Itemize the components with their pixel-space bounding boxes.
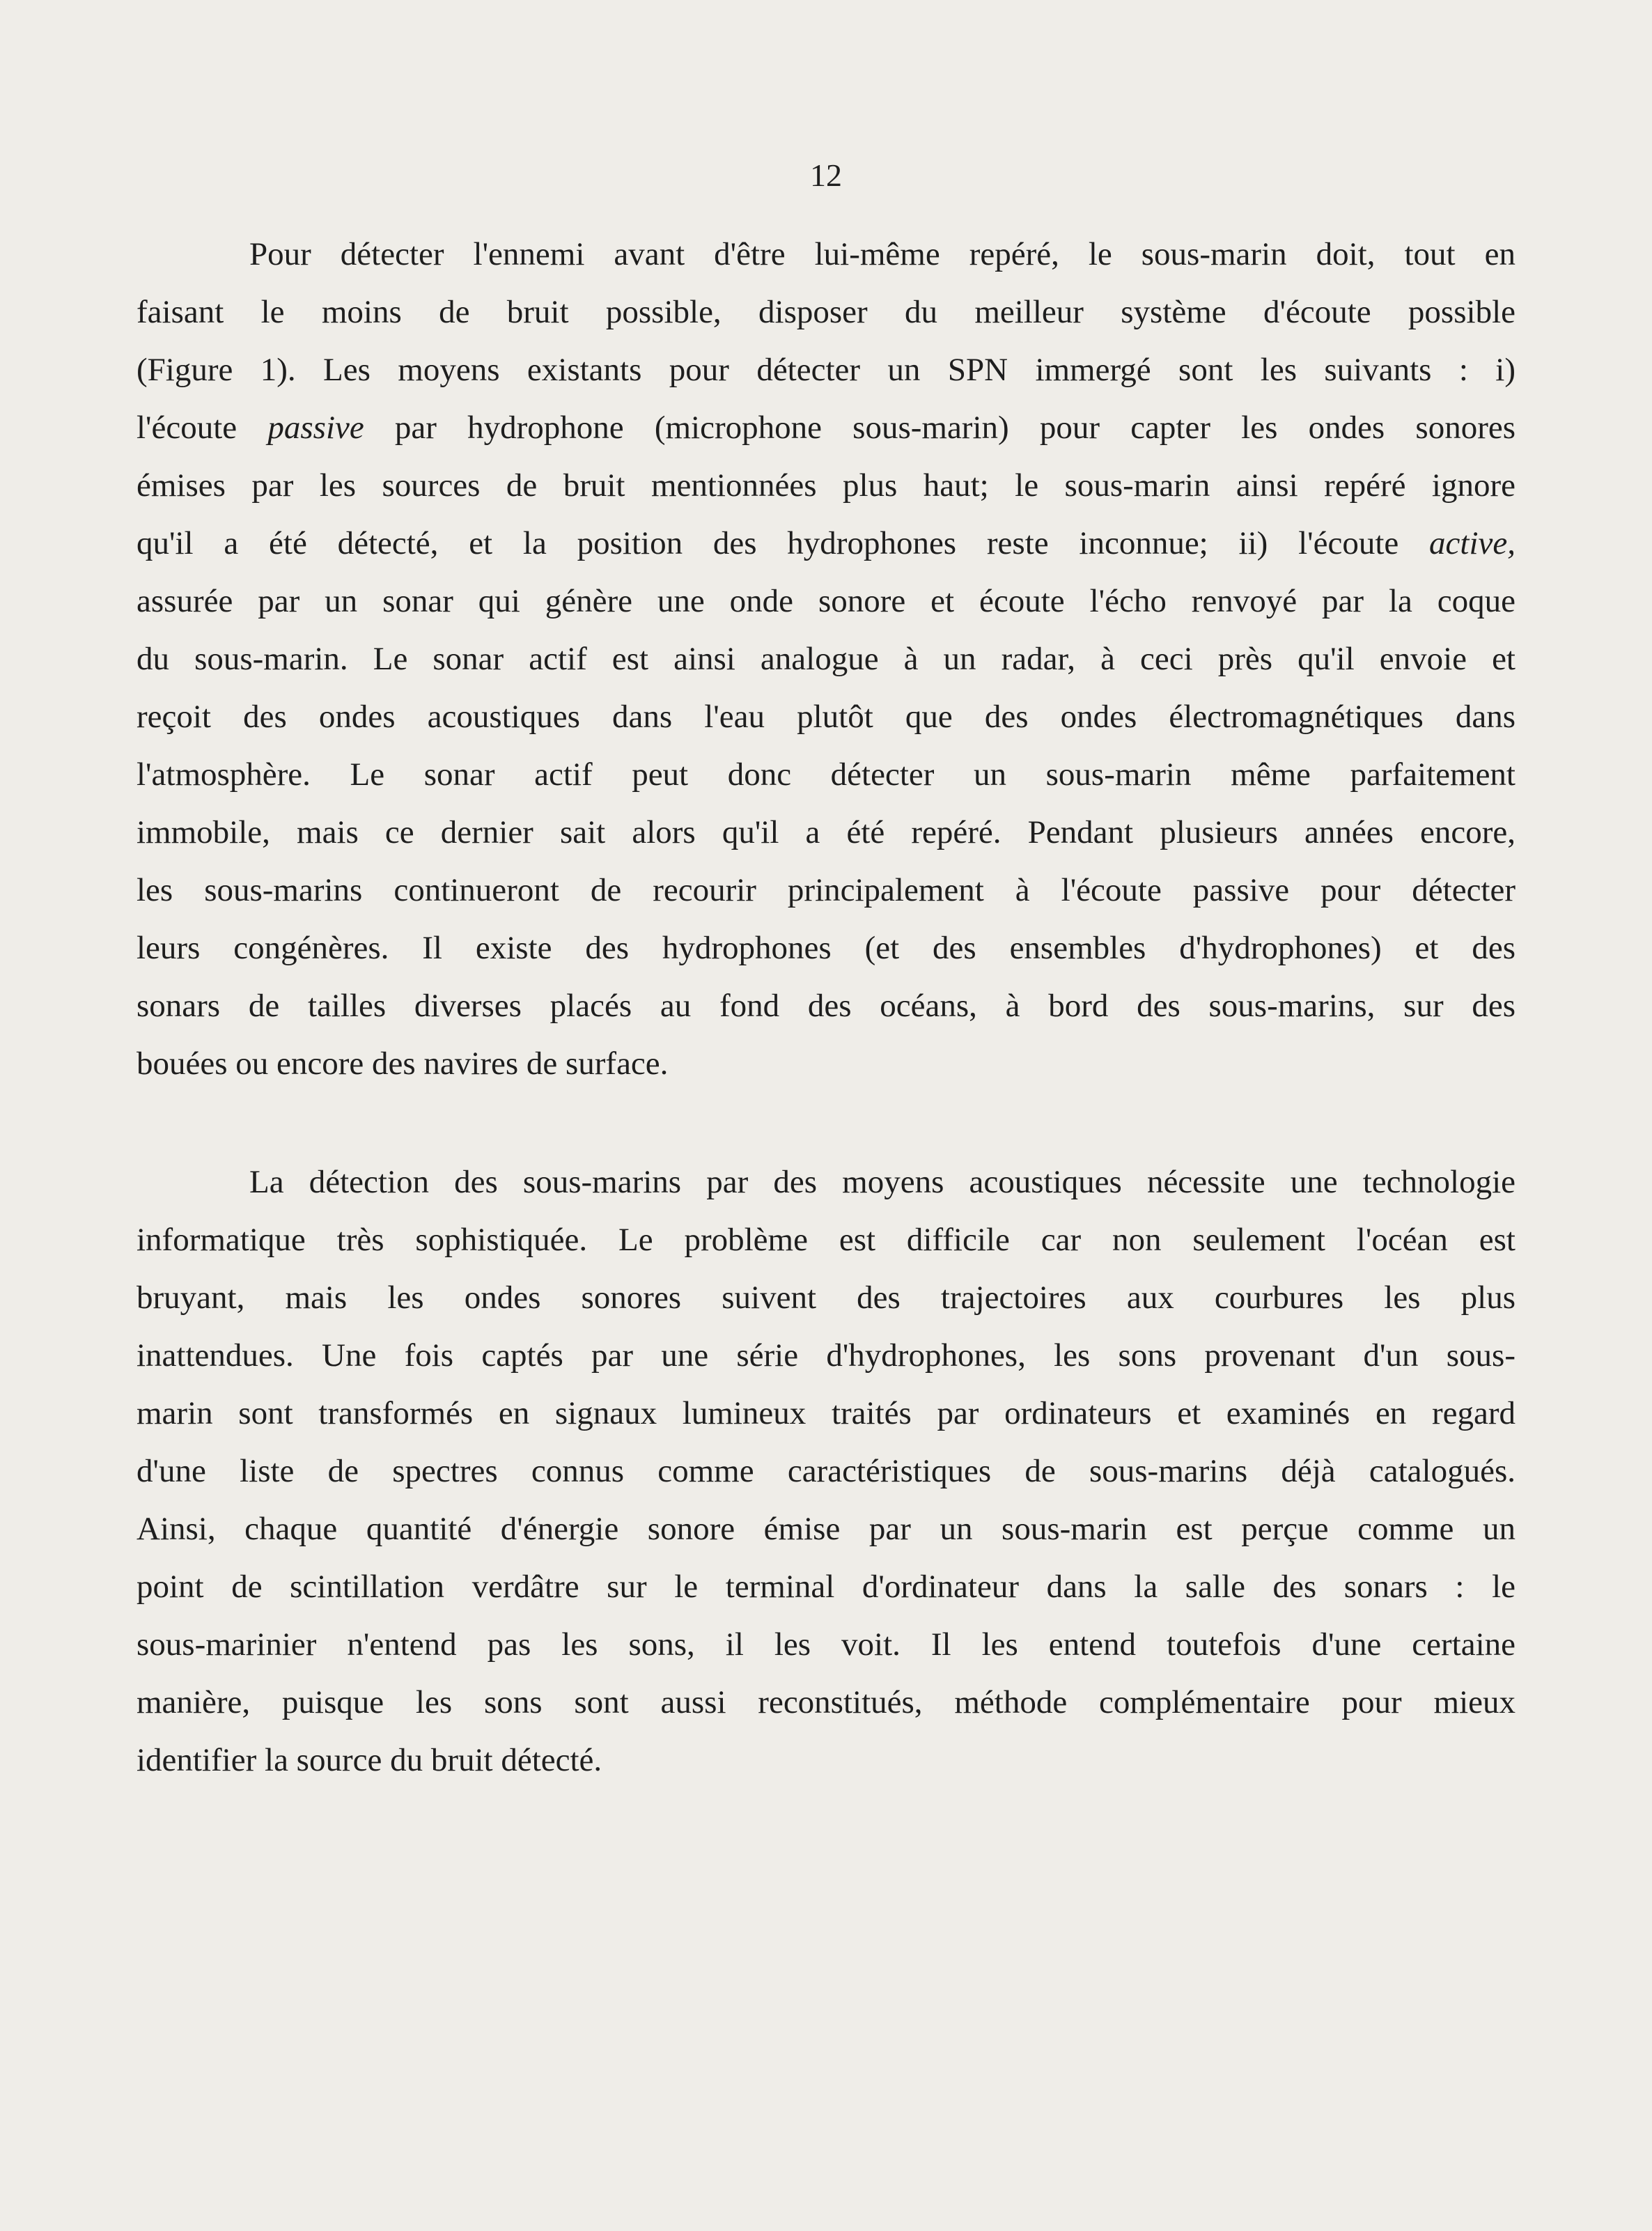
- text-line: faisant le moins de bruit possible, disposer du meilleur système d'écoute possible: [137, 294, 1515, 330]
- emphasis-passive: passive: [267, 410, 364, 446]
- text-line: sonars de tailles diverses placés au fond des océans, à bord des sous-marins, sur des: [137, 988, 1515, 1024]
- text-line: manière, puisque les sons sont aussi reconstitués, méthode complémentaire pour mieux: [137, 1684, 1515, 1720]
- text-run: l'écoute: [137, 410, 268, 446]
- text-line: [137, 515, 1515, 573]
- text-line: sous-marinier n'entend pas les sons, il les voit. Il les entend toutefois d'une certaine: [137, 1626, 1515, 1663]
- text-line: bruyant, mais les ondes sonores suivent des trajectoires aux courbures les plus: [137, 1280, 1515, 1316]
- text-line: point de scintillation verdâtre sur le terminal d'ordinateur dans la salle des sonars : le: [137, 1569, 1515, 1605]
- text-line: les sous-marins continueront de recourir principalement à l'écoute passive pour détecter: [137, 872, 1515, 908]
- text-line: La détection des sous-marins par des moyens acoustiques nécessite une technologie: [249, 1164, 1515, 1200]
- text-line: [137, 399, 1515, 457]
- text-line: marin sont transformés en signaux lumineux traités par ordinateurs et examinés en regard: [137, 1395, 1515, 1431]
- text-line: Ainsi, chaque quantité d'énergie sonore émise par un sous-marin est perçue comme un: [137, 1511, 1515, 1547]
- page-number: 12: [810, 157, 842, 193]
- text-line: immobile, mais ce dernier sait alors qu'il a été repéré. Pendant plusieurs années encore,: [137, 814, 1515, 850]
- text-run: qu'il a été détecté, et la position des hydrophones reste inconnue; ii) l'écoute: [137, 525, 1430, 561]
- text-line: d'une liste de spectres connus comme caractéristiques de sous-marins déjà catalogués.: [137, 1453, 1515, 1489]
- text-line: (Figure 1). Les moyens existants pour détecter un SPN immergé sont les suivants : i): [137, 352, 1515, 388]
- text-line: reçoit des ondes acoustiques dans l'eau plutôt que des ondes électromagnétiques dans: [137, 699, 1515, 735]
- text-line: inattendues. Une fois captés par une série d'hydrophones, les sons provenant d'un sous-: [137, 1337, 1515, 1374]
- paragraph-1: [137, 226, 1515, 1093]
- text-line: émises par les sources de bruit mentionnées plus haut; le sous-marin ainsi repéré ignore: [137, 467, 1515, 504]
- text-line: l'atmosphère. Le sonar actif peut donc détecter un sous-marin même parfaitement: [137, 756, 1515, 793]
- text-line: identifier la source du bruit détecté.: [137, 1742, 602, 1778]
- paragraph-2: [137, 1153, 1515, 1789]
- text-run: par hydrophone (microphone sous-marin) pour capter les ondes sonores: [364, 410, 1515, 446]
- text-line: informatique très sophistiquée. Le problème est difficile car non seulement l'océan est: [137, 1222, 1515, 1258]
- emphasis-active: active,: [1429, 525, 1515, 561]
- text-line: assurée par un sonar qui génère une onde sonore et écoute l'écho renvoyé par la coque: [137, 583, 1515, 619]
- text-line: bouées ou encore des navires de surface.: [137, 1045, 669, 1082]
- text-line: Pour détecter l'ennemi avant d'être lui-même repéré, le sous-marin doit, tout en: [249, 236, 1515, 272]
- text-line: leurs congénères. Il existe des hydrophones (et des ensembles d'hydrophones) et des: [137, 930, 1515, 966]
- text-line: du sous-marin. Le sonar actif est ainsi analogue à un radar, à ceci près qu'il envoie et: [137, 641, 1515, 677]
